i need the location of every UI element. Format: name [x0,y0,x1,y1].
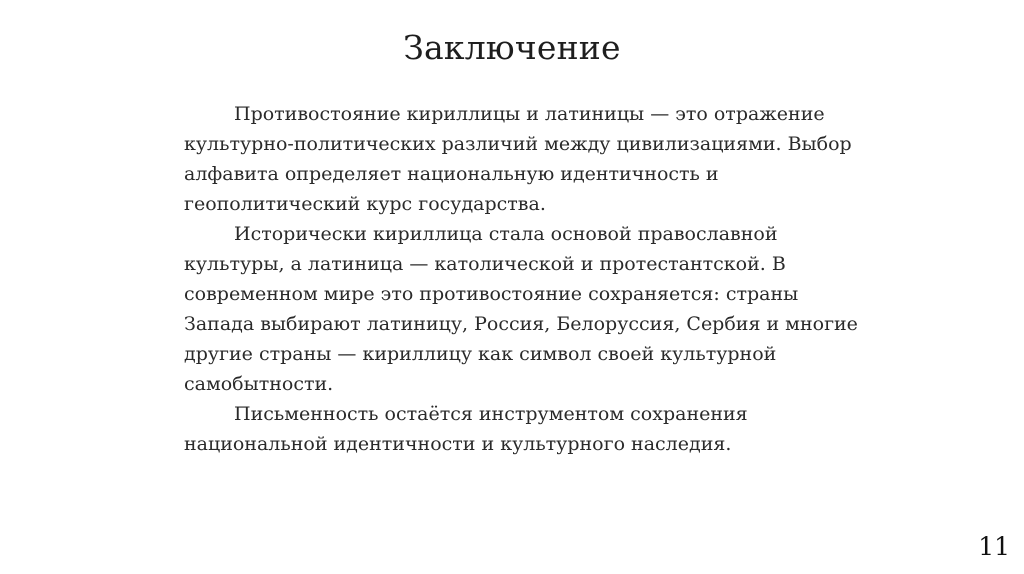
page-number: 11 [978,532,1010,561]
slide-body [184,99,874,459]
paragraph-3: Письменность остаётся инструментом сохранения национальной идентичности и культурного наследия. [184,403,748,455]
slide-title: Заключение [403,28,621,67]
paragraph-2: Исторически кириллица стала основой православной культуры, а латиница — католической и протестантской. В современном мире это противостояние сохраняется: страны Запада выбирают латиницу, Россия, Белоруссия, Сербия и многие другие страны — кириллицу как символ своей культурной самобытности. [184,223,858,395]
paragraph-1: Противостояние кириллицы и латиницы — это отражение культурно-политических различий между цивилизациями. Выбор алфавита определяет национальную идентичность и геополитический курс государства. [184,103,852,215]
